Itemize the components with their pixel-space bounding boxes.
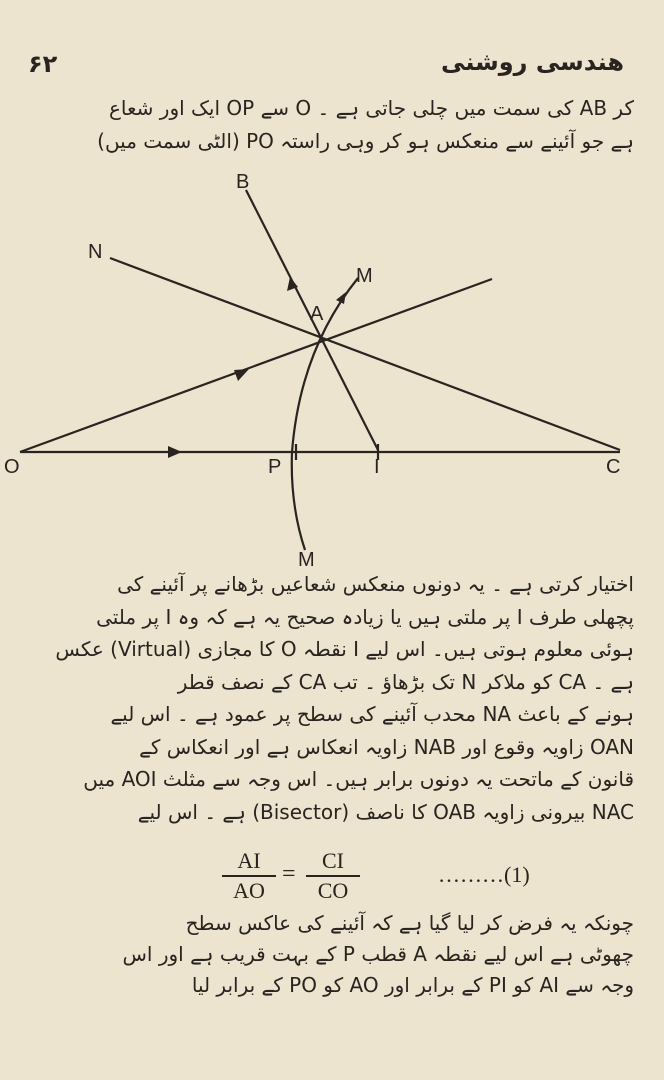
label-b: B [236, 171, 250, 193]
equals-sign: = [282, 861, 296, 887]
label-m-top: M [356, 265, 373, 287]
arrow-on-mirror-arc [336, 292, 346, 304]
text-line: چھوٹی ہے اس لیے نقطہ A قطب P کے بہت قریب ہے اور اس [122, 942, 634, 966]
ray-o-to-a-extended [20, 279, 492, 452]
denominator-co: CO [317, 878, 349, 903]
page-number: ۶۲ [28, 50, 58, 78]
paragraph-bottom [22, 908, 634, 1001]
label-i: I [374, 456, 380, 478]
text-line: ہے ۔ CA کو ملاکر N تک بڑھاؤ ۔ تب CA کے نصف قطر [177, 669, 634, 694]
text-line: ہوئی معلوم ہوتی ہیں۔ اس لیے I نقطہ O کا مجازی (Virtual) عکس [55, 637, 634, 661]
convex-mirror-arc-mp [292, 278, 358, 550]
fraction-ci-co [306, 848, 360, 904]
text-line: قانون کے ماتحت یہ دونوں برابر ہیں۔ اس وجہ سے مثلث AOI میں [83, 767, 634, 791]
arrow-on-axis [168, 446, 182, 458]
label-p: P [268, 456, 282, 478]
label-n: N [88, 241, 103, 263]
numerator-ci: CI [306, 848, 360, 877]
label-o: O [4, 456, 20, 478]
denominator-ao: AO [233, 878, 265, 903]
running-title: هندسی روشنی [441, 48, 624, 76]
numerator-ai: AI [222, 848, 276, 877]
text-line: وجہ سے AI کو PI کے برابر اور AO کو PO کے برابر لیا [191, 973, 634, 997]
text-line: OAN زاویہ وقوع اور NAB زاویہ انعکاس ہے اور انعکاس کے [139, 734, 634, 759]
text-line: NAC بیرونی زاویہ OAB کا ناصف (Bisector) ہے ۔ اس لیے [137, 799, 634, 824]
paragraph-middle [22, 568, 634, 828]
reflection-diagram [0, 160, 664, 570]
text-line: اختیار کرتی ہے ۔ یہ دونوں منعکس شعاعیں بڑھانے پر آئینے کی [117, 572, 634, 596]
label-c: C [606, 456, 621, 478]
fraction-ai-ao [222, 848, 276, 904]
text-line: پچھلی طرف I پر ملتی ہیں یا زیادہ صحیح یہ ہے کہ وہ I پر ملتی [96, 604, 634, 629]
label-a: A [310, 303, 324, 325]
ratio-equation [210, 848, 550, 908]
text-line: چونکہ یہ فرض کر لیا گیا ہے کہ آئینے کی عاکس سطح [185, 911, 634, 935]
page-header [28, 48, 624, 82]
arrow-on-ray-oa [234, 369, 249, 381]
label-m-bottom: M [298, 549, 315, 570]
text-line: ہے جو آئینے سے منعکس ہو کر وہی راستہ PO (الٹی سمت میں) [97, 128, 634, 153]
text-line: ہونے کے باعث NA محدب آئینے کی سطح پر عمود ہے ۔ اس لیے [110, 702, 634, 726]
text-line: کر AB کی سمت میں چلی جاتی ہے ۔ O سے OP ایک اور شعاع [109, 96, 634, 120]
equation-number: ………(1) [438, 862, 530, 887]
paragraph-top [22, 92, 634, 157]
